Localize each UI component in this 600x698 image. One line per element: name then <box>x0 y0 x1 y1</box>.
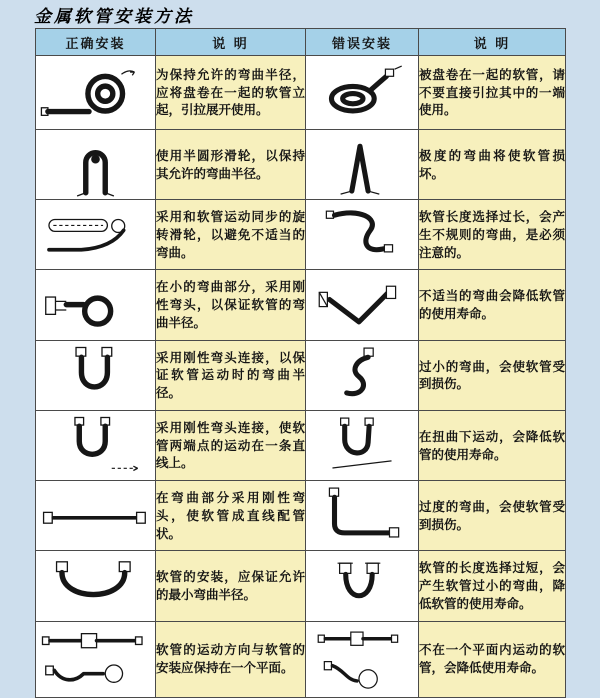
header-row <box>36 29 566 56</box>
coiled-hose-upright-icon <box>36 58 155 127</box>
correct-figure-cell <box>36 130 156 200</box>
irregular-bend-icon <box>306 202 418 267</box>
correct-note: 为保持允许的弯曲半径，应将盘卷在一起的软管立起，引拉展开使用。 <box>156 56 306 130</box>
correct-note: 在小的弯曲部分，采用刚性弯头，以保证软管的弯曲半径。 <box>156 270 306 340</box>
table-row <box>36 621 566 697</box>
v-bend-icon <box>306 273 418 338</box>
extreme-bend-icon <box>306 132 418 197</box>
header-explanation-1: 说 明 <box>156 29 306 56</box>
tight-hook-icon <box>306 343 418 408</box>
semicircular-pulley-icon <box>36 130 155 199</box>
wrong-figure-cell <box>306 410 419 480</box>
wrong-note: 软管的长度选择过短，会产生软管过小的弯曲，降低软管的使用寿命。 <box>419 551 566 621</box>
wrong-note: 过小的弯曲，会使软管受到损伤。 <box>419 340 566 410</box>
overbent-l-icon <box>306 483 418 548</box>
correct-figure-cell <box>36 551 156 621</box>
wrong-figure-cell <box>306 621 419 697</box>
correct-note: 采用刚性弯头连接，使软管两端点的运动在一条直线上。 <box>156 410 306 480</box>
table-row <box>36 56 566 130</box>
wrong-figure-cell <box>306 56 419 130</box>
wrong-figure-cell <box>306 270 419 340</box>
elbow-u-hang-icon <box>36 341 155 410</box>
correct-figure-cell <box>36 621 156 697</box>
straight-hose-icon <box>36 481 155 550</box>
table-row <box>36 340 566 410</box>
wrong-note: 极度的弯曲将使软管损坏。 <box>419 130 566 200</box>
correct-figure-cell <box>36 340 156 410</box>
table-row <box>36 130 566 200</box>
wrong-figure-cell <box>306 481 419 551</box>
wrong-figure-cell <box>306 200 419 270</box>
correct-note: 采用和软管运动同步的旋转滑轮，以避免不适当的弯曲。 <box>156 200 306 270</box>
correct-note: 软管的安装，应保证允许的最小弯曲半径。 <box>156 551 306 621</box>
table-row <box>36 551 566 621</box>
correct-figure-cell <box>36 481 156 551</box>
rotating-pulley-icon <box>36 200 155 269</box>
coiled-hose-pulled-icon <box>306 60 418 125</box>
page-title: 金属软管安装方法 <box>34 7 194 27</box>
wrong-note: 被盘卷在一起的软管，请不要直接引拉其中的一端使用。 <box>419 56 566 130</box>
wrong-figure-cell <box>306 340 419 410</box>
header-wrong-install: 错误安装 <box>306 29 419 56</box>
out-of-plane-motion-icon <box>306 627 418 692</box>
wrong-figure-cell <box>306 130 419 200</box>
table-row <box>36 270 566 340</box>
twisted-u-icon <box>306 413 418 478</box>
table-row <box>36 410 566 480</box>
minimum-bend-u-icon <box>36 551 155 620</box>
wrong-note: 不在一个平面内运动的软管，会降低使用寿命。 <box>419 621 566 697</box>
rigid-elbow-small-bend-icon <box>36 270 155 339</box>
correct-note: 软管的运动方向与软管的安装应保持在一个平面。 <box>156 621 306 697</box>
wrong-note: 过度的弯曲，会使软管受到损伤。 <box>419 481 566 551</box>
correct-note: 使用半圆形滑轮，以保持其允许的弯曲半径。 <box>156 130 306 200</box>
correct-figure-cell <box>36 56 156 130</box>
tight-u-icon <box>306 553 418 618</box>
header-correct-install: 正确安装 <box>36 29 156 56</box>
correct-figure-cell <box>36 410 156 480</box>
u-endpoints-in-line-icon <box>36 411 155 480</box>
wrong-note: 软管长度选择过长，会产生不规则的弯曲，是必须注意的。 <box>419 200 566 270</box>
table-row <box>36 200 566 270</box>
table-row <box>36 481 566 551</box>
wrong-note: 在扭曲下运动，会降低软管的使用寿命。 <box>419 410 566 480</box>
correct-figure-cell <box>36 200 156 270</box>
installation-table <box>35 28 566 698</box>
wrong-note: 不适当的弯曲会降低软管的使用寿命。 <box>419 270 566 340</box>
correct-figure-cell <box>36 270 156 340</box>
correct-note: 在弯曲部分采用刚性弯头，使软管成直线配管状。 <box>156 481 306 551</box>
in-plane-motion-icon <box>36 625 155 694</box>
header-explanation-2: 说 明 <box>419 29 566 56</box>
correct-note: 采用刚性弯头连接，以保证软管运动时的弯曲半径。 <box>156 340 306 410</box>
wrong-figure-cell <box>306 551 419 621</box>
